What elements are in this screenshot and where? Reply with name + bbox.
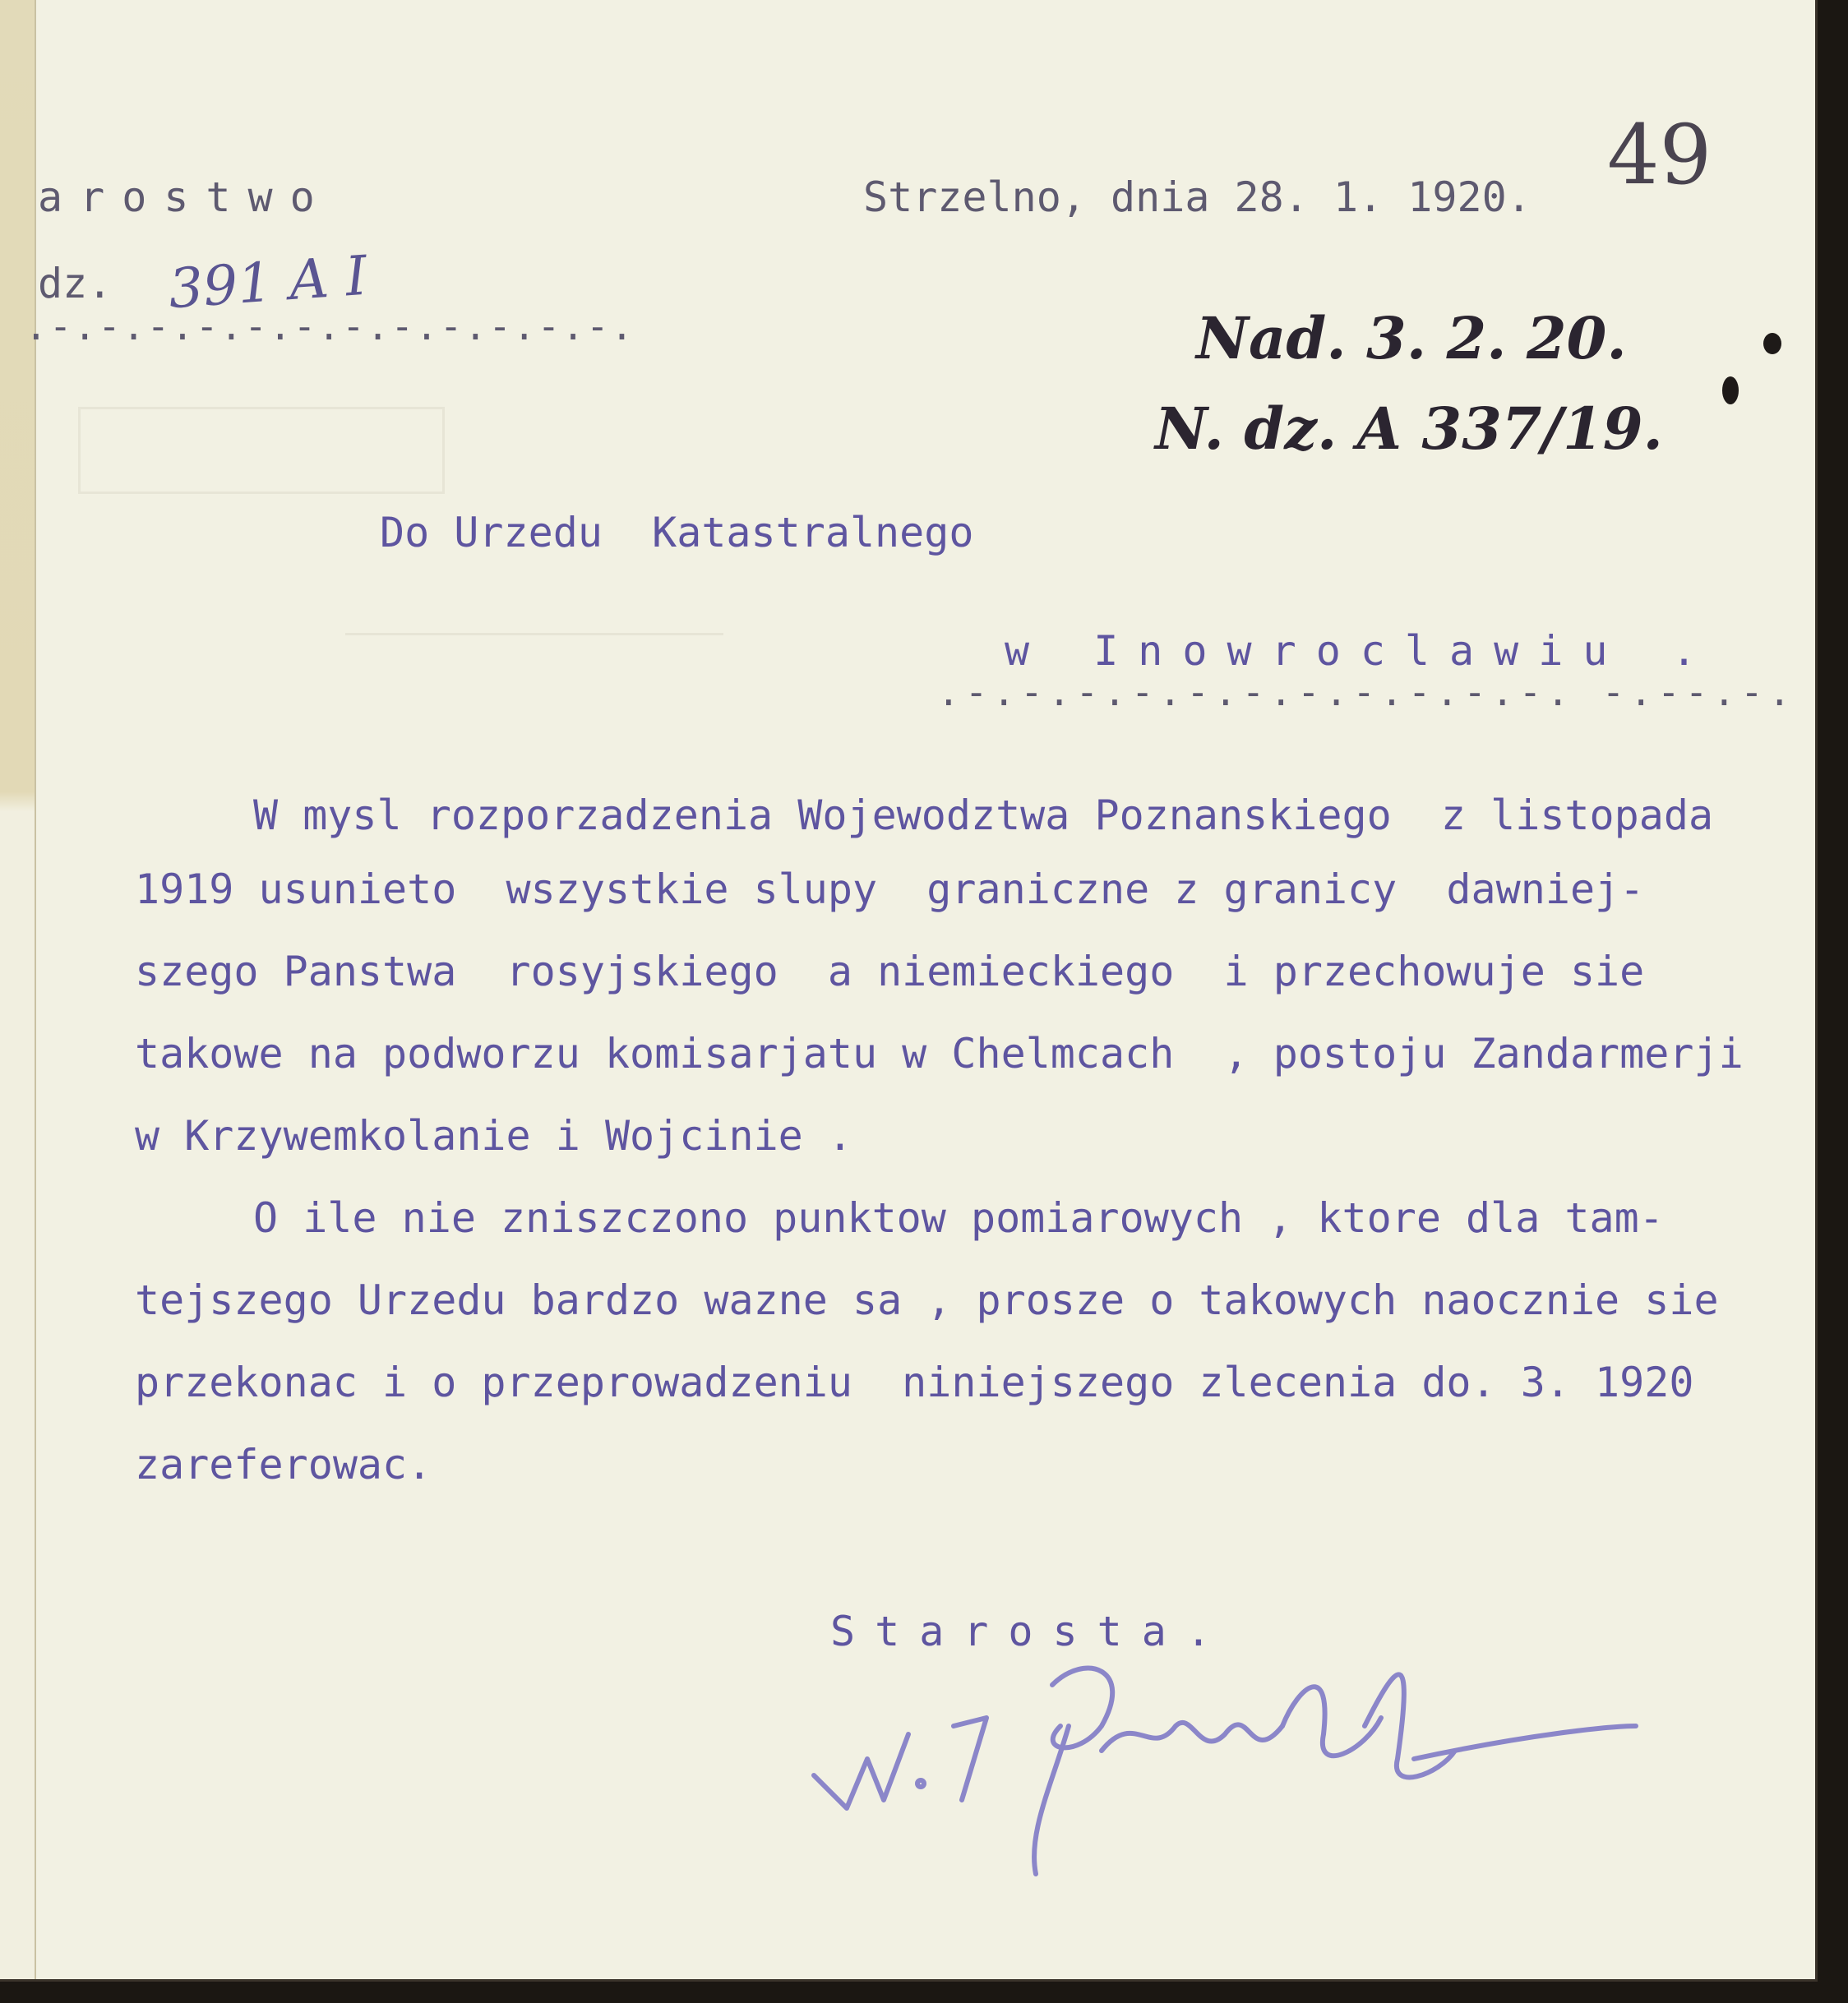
body-line-6: O ile nie zniszczono punktow pomiarowych , ktore dla tam-	[253, 1194, 1664, 1242]
received-date-annotation: Nad. 3. 2. 20.	[1196, 304, 1627, 372]
office-name: arostwo	[38, 173, 332, 221]
binding-edge	[0, 0, 36, 1979]
body-line-9: zareferowac.	[135, 1441, 432, 1488]
body-line-8: przekonac i o przeprowadzeniu niniejszego zlecenia do. 3. 1920	[135, 1359, 1694, 1406]
body-line-3: szego Panstwa rosyjskiego a niemieckiego i przechowuje sie	[135, 948, 1645, 995]
addressee-underline: .-.-.-.-.-.-.-.-.-.-.-. -.--.-.	[937, 670, 1796, 714]
body-line-4: takowe na podworzu komisarjatu w Chelmcach , postoju Zandarmerji	[135, 1030, 1744, 1078]
folio-number: 49	[1607, 107, 1712, 203]
addressee-line-1: Do Urzedu Katastralnego	[380, 509, 974, 556]
register-reference-annotation: N. dz. A 337/19.	[1155, 395, 1663, 463]
signatory-title: Starosta.	[830, 1608, 1231, 1655]
ink-spot	[1763, 333, 1781, 354]
body-line-5: w Krzywemkolanie i Wojcinie .	[135, 1112, 852, 1160]
bleed-through-stamp	[78, 407, 445, 494]
handwritten-signature	[789, 1636, 1644, 1882]
reference-number-handwritten: 391 A I	[166, 243, 370, 321]
reference-underline: .-.-.-.-.-.-.-.-.-.-.-.-.	[25, 304, 635, 348]
body-line-2: 1919 usunieto wszystkie slupy graniczne z granicy dawniej-	[135, 865, 1645, 913]
addressee-line-2: w Inowroclawiu .	[1005, 627, 1716, 675]
reference-prefix: dz.	[38, 260, 113, 307]
ink-spot	[1722, 376, 1739, 404]
body-line-7: tejszego Urzedu bardzo wazne sa , prosze o takowych naocznie sie	[135, 1276, 1719, 1324]
body-line-1: W mysl rozporzadzenia Wojewodztwa Poznanskiego z listopada	[253, 792, 1714, 839]
place-date: Strzelno, dnia 28. 1. 1920.	[863, 173, 1532, 221]
bleed-through-stamp-lower	[345, 584, 723, 635]
